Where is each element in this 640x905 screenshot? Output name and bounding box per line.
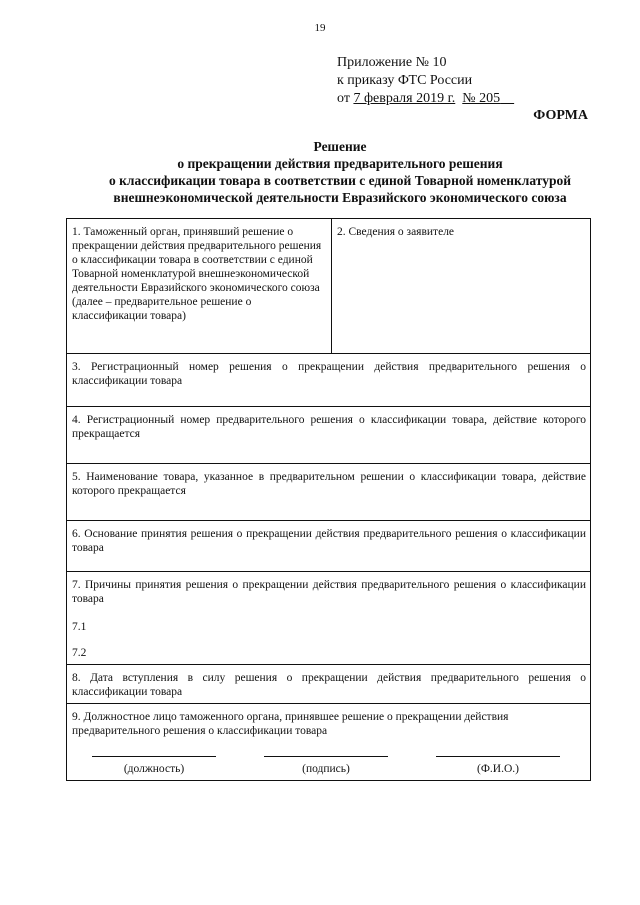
field-3-label: 3. Регистрационный номер решения о прекращении действия предварительного решения о классификации товара xyxy=(72,361,586,387)
title-line-2: о прекращении действия предварительного решения xyxy=(177,156,503,171)
field-9-label: 9. Должностное лицо таможенного органа, принявшее решение о прекращении действия предварительного решения о классификации товара xyxy=(72,711,509,737)
appendix-header xyxy=(337,54,514,108)
appendix-number: Приложение № 10 xyxy=(337,55,447,70)
field-preliminary-reg-number[interactable] xyxy=(67,407,591,464)
signature-sign[interactable] xyxy=(264,756,388,776)
signature-position[interactable] xyxy=(92,756,216,776)
signature-position-line xyxy=(92,756,216,760)
decision-form-table xyxy=(66,218,591,781)
signature-name[interactable] xyxy=(436,756,560,776)
field-7-label: 7. Причины принятия решения о прекращении действия предварительного решения о классификации товара xyxy=(72,579,586,605)
signature-name-label: (Ф.И.О.) xyxy=(477,763,519,775)
field-2-label: 2. Сведения о заявителе xyxy=(337,226,455,238)
field-applicant-info[interactable] xyxy=(332,219,591,354)
field-customs-authority[interactable] xyxy=(67,219,332,354)
field-6-label: 6. Основание принятия решения о прекращении действия предварительного решения о классификации товара xyxy=(72,528,586,554)
field-7-2[interactable]: 7.2 xyxy=(72,647,87,659)
field-effective-date[interactable] xyxy=(67,665,591,704)
appendix-date: 7 февраля 2019 г. xyxy=(353,91,456,106)
appendix-order-number: № 205 xyxy=(462,91,501,106)
field-8-label: 8. Дата вступления в силу решения о прекращении действия предварительного решения о классификации товара xyxy=(72,672,586,698)
signature-sign-label: (подпись) xyxy=(302,763,350,775)
field-4-label: 4. Регистрационный номер предварительного решения о классификации товара, действие которого прекращается xyxy=(72,414,586,440)
field-termination-reg-number[interactable] xyxy=(67,354,591,407)
title-line-4: внешнеэкономической деятельности Евразийского экономического союза xyxy=(113,190,567,205)
signature-sign-line xyxy=(264,756,388,760)
field-7-1[interactable]: 7.1 xyxy=(72,621,87,633)
field-official[interactable] xyxy=(67,704,591,781)
form-label: ФОРМА xyxy=(533,108,588,123)
page-number: 19 xyxy=(314,22,326,34)
field-5-label: 5. Наименование товара, указанное в предварительном решении о классификации товара, действие которого прекращается xyxy=(72,471,586,497)
signature-position-label: (должность) xyxy=(123,763,185,775)
title-line-1: Решение xyxy=(313,139,367,154)
appendix-date-prefix: от xyxy=(337,91,354,106)
field-decision-reasons[interactable] xyxy=(67,572,591,665)
title-line-3: о классификации товара в соответствии с единой Товарной номенклатурой xyxy=(109,173,571,188)
document-title xyxy=(40,138,640,206)
signature-row xyxy=(72,738,586,776)
field-1-label: 1. Таможенный орган, принявший решение о прекращении действия предварительного решения о классификации товара в соответствии с единой Товарной номенклатурой внешнеэкономической деятельности Евразийского экономического союза (далее – предварительное решение о классификации товара) xyxy=(72,226,322,322)
field-decision-basis[interactable] xyxy=(67,521,591,572)
appendix-order-ref: к приказу ФТС России xyxy=(337,73,473,88)
field-goods-name[interactable] xyxy=(67,464,591,521)
appendix-date-line xyxy=(337,90,514,108)
signature-name-line xyxy=(436,756,560,760)
